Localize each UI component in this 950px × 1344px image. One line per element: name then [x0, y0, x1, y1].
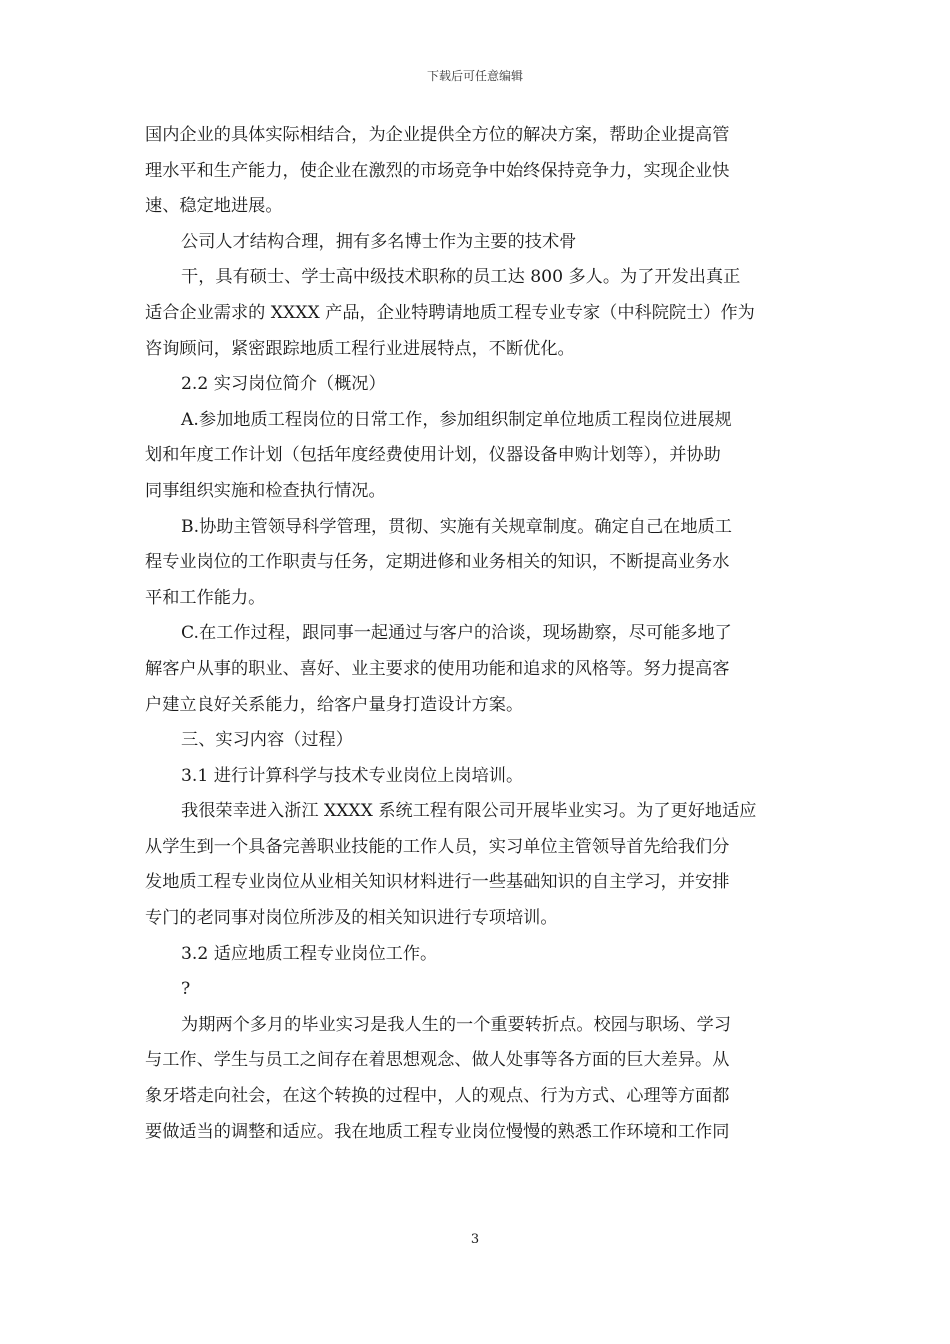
page-header: 下载后可任意编辑	[426, 69, 523, 83]
text-line: 要做适当的调整和适应。我在地质工程专业岗位慢慢的熟悉工作环境和工作同	[145, 1121, 730, 1142]
text-line: 我很荣幸进入浙江 XXXX 系统工程有限公司开展毕业实习。为了更好地适应	[181, 801, 757, 822]
text-line: B.协助主管领导科学管理，贯彻、实施有关规章制度。确定自己在地质工	[181, 516, 732, 537]
text-line: C.在工作过程，跟同事一起通过与客户的洽谈，现场勘察，尽可能多地了	[181, 623, 732, 644]
text-line: 国内企业的具体实际相结合，为企业提供全方位的解决方案，帮助企业提高管	[145, 125, 730, 145]
text-line: 同事组织实施和检查执行情况。	[145, 480, 386, 501]
document-body	[145, 118, 807, 1150]
text-line: 适合企业需求的 XXXX 产品，企业特聘请地质工程专业专家（中科院院士）作为	[145, 302, 755, 323]
text-line: 象牙塔走向社会，在这个转换的过程中，人的观点、行为方式、心理等方面都	[145, 1086, 730, 1107]
text-line: 平和工作能力。	[145, 587, 266, 608]
text-line: 专门的老同事对岗位所涉及的相关知识进行专项培训。	[145, 908, 558, 929]
text-line: 3.1 进行计算科学与技术专业岗位上岗培训。	[181, 765, 524, 786]
text-line: 2.2 实习岗位简介（概况）	[181, 374, 386, 395]
text-line: 为期两个多月的毕业实习是我人生的一个重要转折点。校园与职场、学习	[181, 1014, 732, 1035]
text-line: 户建立良好关系能力，给客户量身打造设计方案。	[145, 694, 524, 715]
text-line: 划和年度工作计划（包括年度经费使用计划，仪器设备申购计划等），并协助	[145, 445, 721, 466]
text-line: 与工作、学生与员工之间存在着思想观念、做人处事等各方面的巨大差异。从	[145, 1050, 730, 1071]
text-line: 公司人才结构合理，拥有多名博士作为主要的技术骨	[181, 231, 577, 252]
text-line: 程专业岗位的工作职责与任务，定期进修和业务相关的知识，不断提高业务水	[145, 552, 730, 573]
text-line: A.参加地质工程岗位的日常工作，参加组织制定单位地质工程岗位进展规	[181, 409, 732, 430]
text-line: 三、实习内容（过程）	[181, 730, 353, 751]
text-line: 3.2 适应地质工程专业岗位工作。	[181, 943, 438, 964]
text-line: 发地质工程专业岗位从业相关知识材料进行一些基础知识的自主学习，并安排	[145, 872, 730, 893]
text-line: 干，具有硕士、学士高中级技术职称的员工达 800 多人。为了开发出真正	[181, 267, 741, 288]
page-number: 3	[470, 1232, 480, 1247]
text-line: 速、稳定地进展。	[145, 196, 283, 217]
text-line: 理水平和生产能力，使企业在激烈的市场竞争中始终保持竞争力，实现企业快	[145, 160, 730, 181]
text-line: ?	[181, 979, 191, 1000]
text-line: 咨询顾问，紧密跟踪地质工程行业进展特点，不断优化。	[145, 338, 575, 359]
text-line: 解客户从事的职业、喜好、业主要求的使用功能和追求的风格等。努力提高客	[145, 658, 730, 679]
text-line: 从学生到一个具备完善职业技能的工作人员，实习单位主管领导首先给我们分	[145, 836, 730, 857]
